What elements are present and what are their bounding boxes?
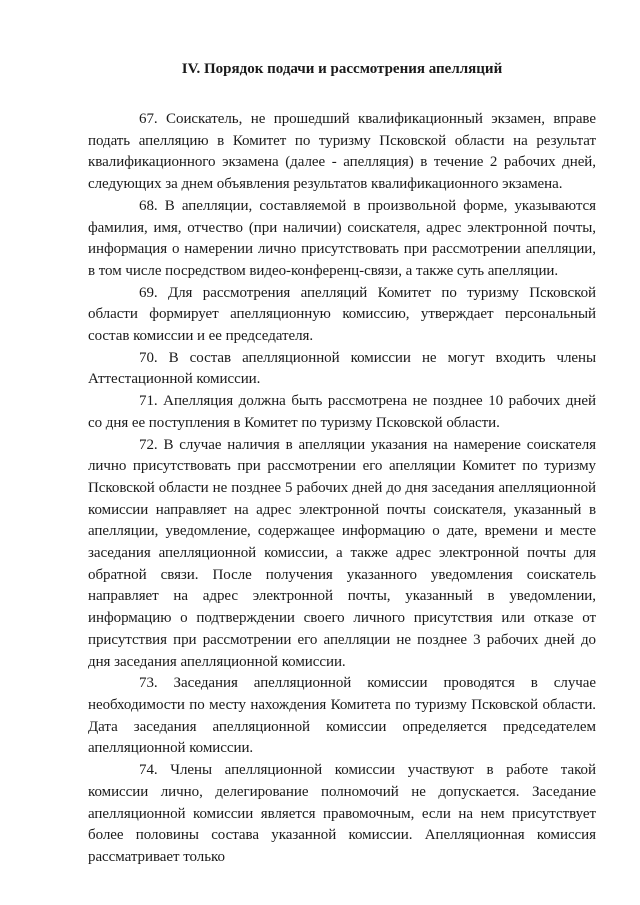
paragraph-68: 68. В апелляции, составляемой в произвольной форме, указываются фамилия, имя, отчество (при наличии) соискателя, адрес электронной почты, информация о намерении лично присутствовать при рассмотрении апелляции, в том числе посредством видео-конференц-связи, а также суть апелляции.	[88, 197, 596, 279]
paragraph-74: 74. Члены апелляционной комиссии участвуют в работе такой комиссии лично, делегирование полномочий не допускается. Заседание апелляционной комиссии является правомочным, если на нем присутствует более половины состава указанной комиссии. Апелляционная комиссия рассматривает только	[88, 762, 596, 865]
paragraph-71: 71. Апелляция должна быть рассмотрена не позднее 10 рабочих дней со дня ее поступления в Комитет по туризму Псковской области.	[88, 393, 596, 431]
paragraph-73: 73. Заседания апелляционной комиссии проводятся в случае необходимости по месту нахождения Комитета по туризму Псковской области. Дата заседания апелляционной комиссии определяется председателем апелляционной комиссии.	[88, 675, 596, 757]
section-title: IV. Порядок подачи и рассмотрения апелляций	[181, 61, 503, 77]
paragraph-67: 67. Соискатель, не прошедший квалификационный экзамен, вправе подать апелляцию в Комитет по туризму Псковской области на результат квалификационного экзамена (далее - апелляция) в течение 2 рабочих дней, следующих за днем объявления результатов квалификационного экзамена.	[88, 111, 596, 193]
paragraph-70: 70. В состав апелляционной комиссии не могут входить члены Аттестационной комиссии.	[88, 349, 596, 388]
paragraph-72: 72. В случае наличия в апелляции указания на намерение соискателя лично присутствовать при рассмотрении его апелляции Комитет по туризму Псковской области не позднее 5 рабочих дней до дня заседания апелляционной комиссии направляет на адрес электронной почты соискателя, указанный в апелляции, уведомление, содержащее информацию о дате, времени и месте заседания апелляционной комиссии, а также адрес электронной почты для обратной связи. После получения указанного уведомления соискатель направляет на адрес электронной почты, указанный в уведомлении, информацию о подтверждении своего личного присутствия или отказе от присутствия при рассмотрении его апелляции не позднее 3 рабочих дней до дня заседания апелляционной комиссии.	[88, 436, 596, 670]
paragraph-69: 69. Для рассмотрения апелляций Комитет по туризму Псковской области формирует апелляционную комиссию, утверждает персональный состав комиссии и ее председателя.	[88, 284, 596, 345]
